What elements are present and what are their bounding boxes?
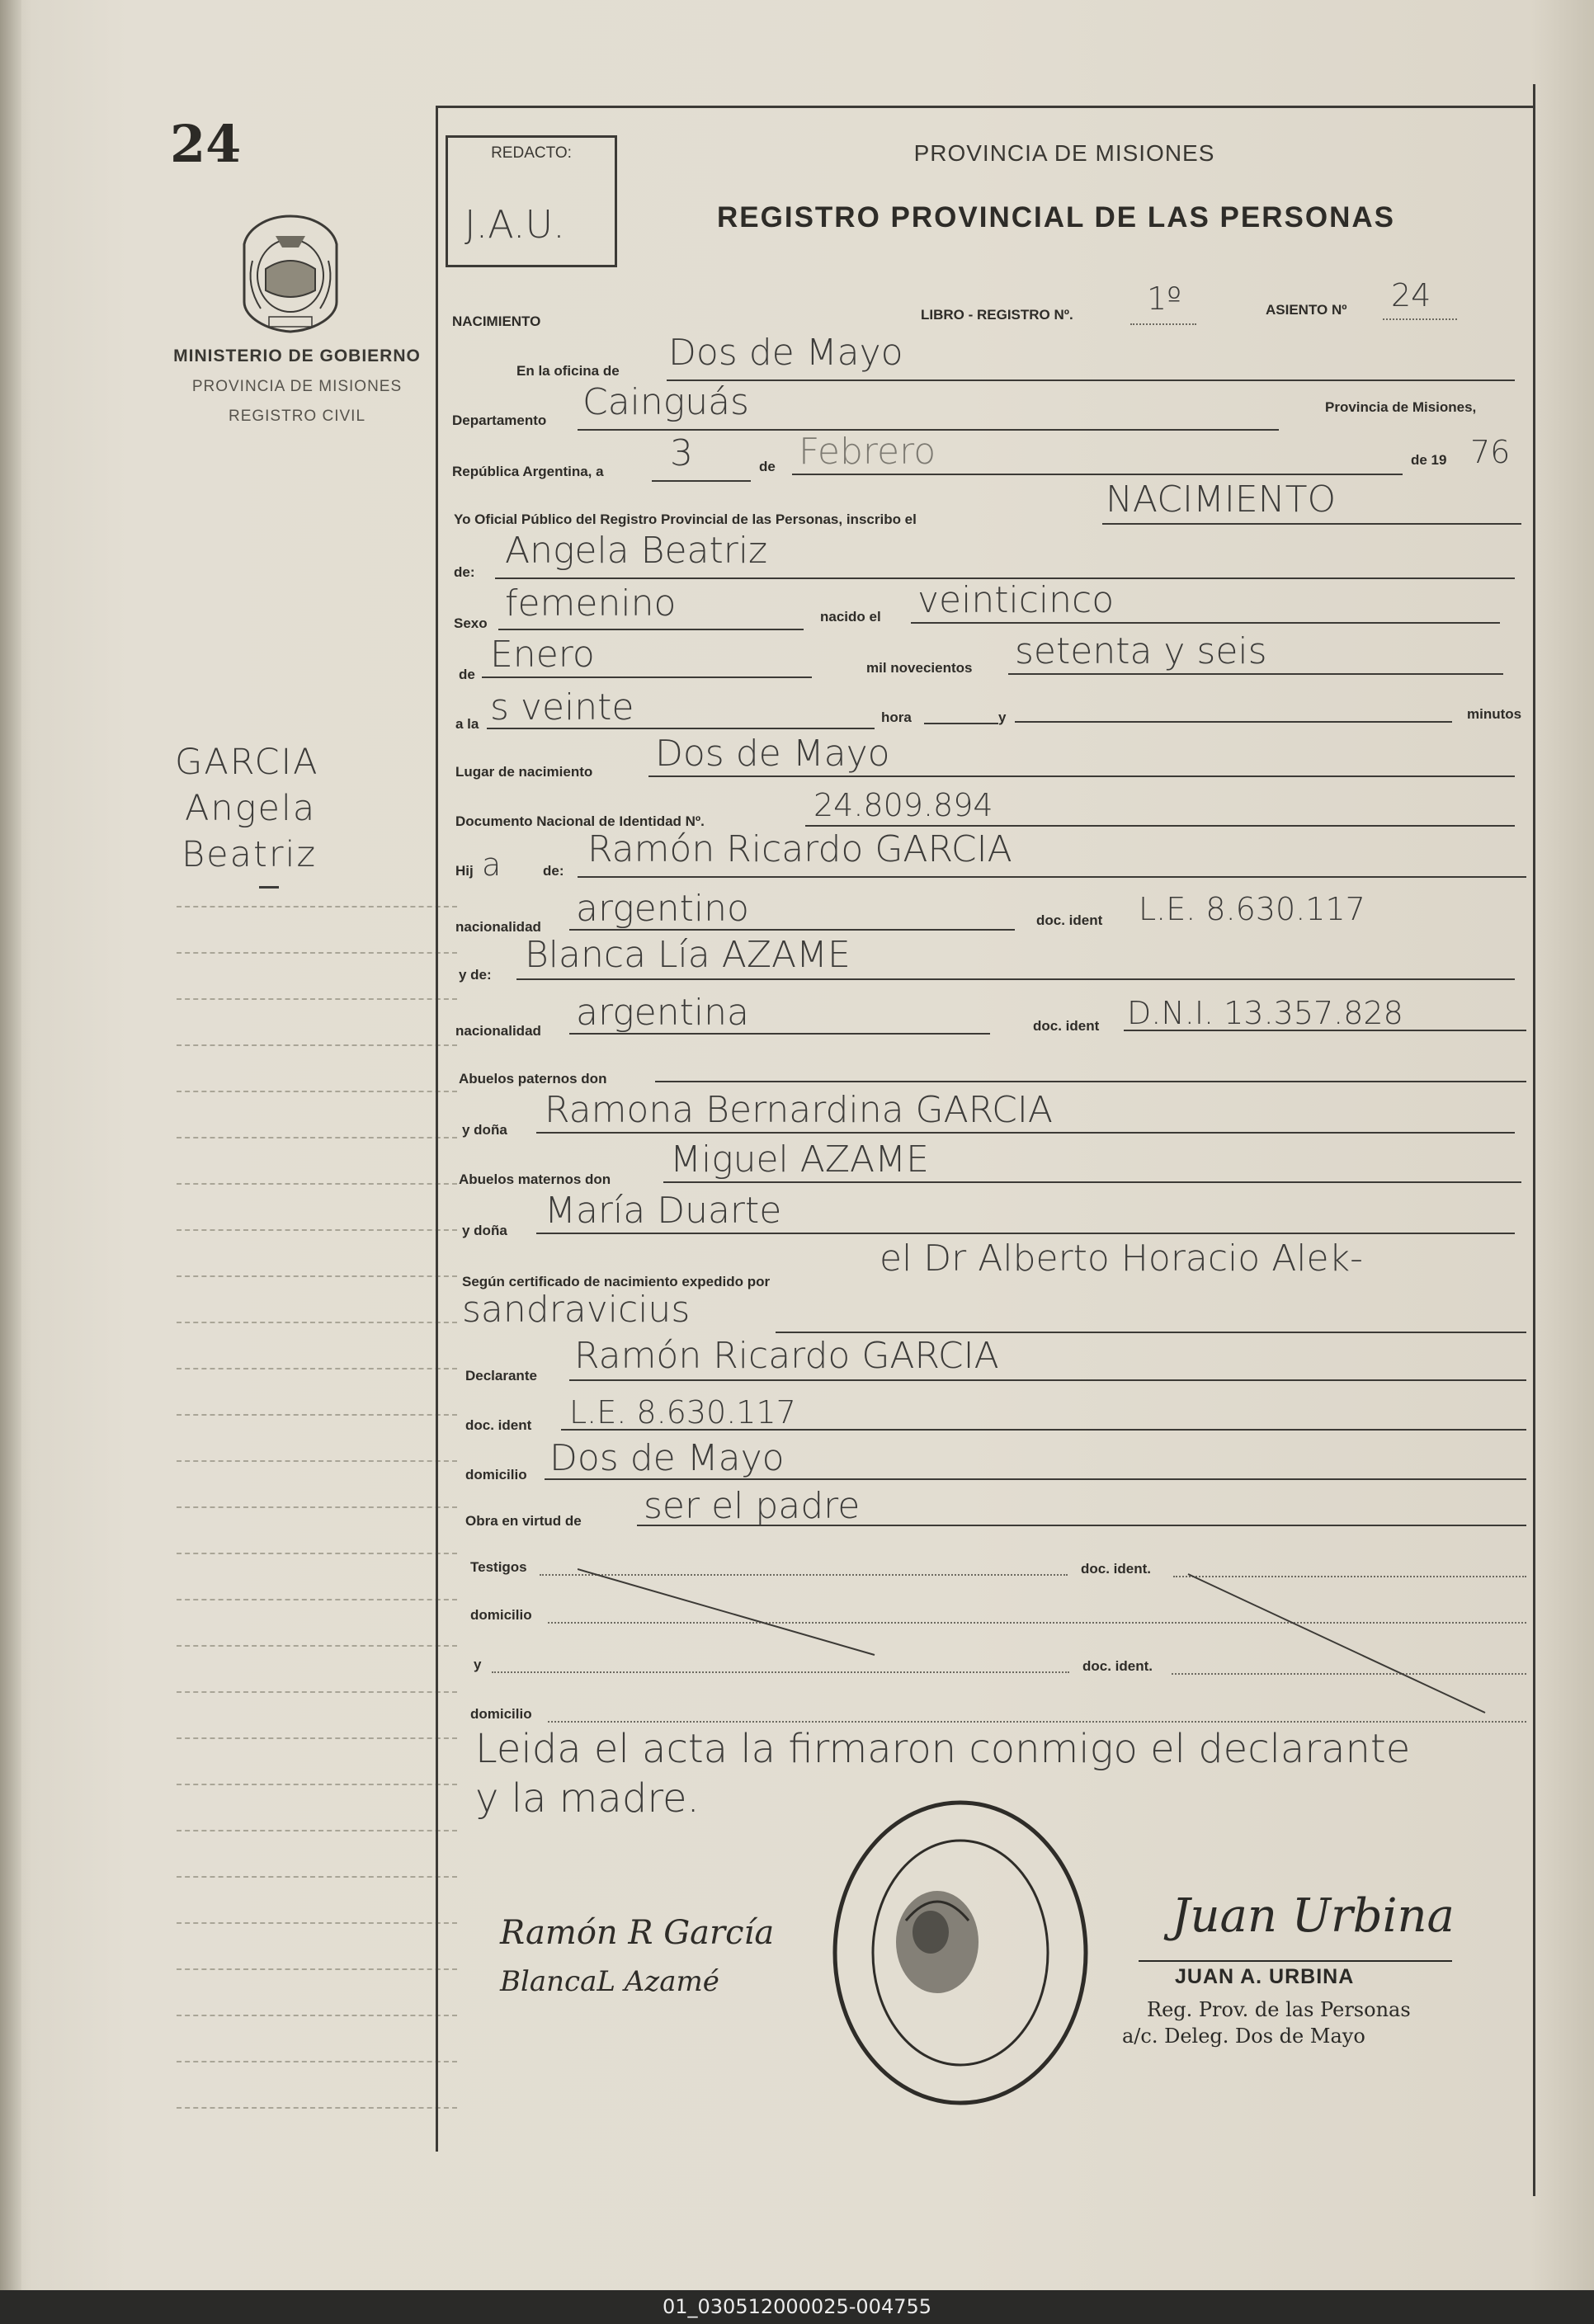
departamento-value: Cainguás (582, 381, 749, 423)
a-las-value: s veinte (490, 686, 634, 728)
ministry-province: PROVINCIA DE MISIONES (191, 378, 403, 395)
margin-line (177, 1737, 457, 1739)
margin-line (177, 1922, 457, 1924)
margin-line (177, 1876, 457, 1878)
ministry-registry: REGISTRO CIVIL (228, 408, 366, 425)
madre-value: Blanca Lía AZAME (525, 934, 851, 976)
margin-dash (259, 886, 279, 889)
testigos-doc-2-label: doc. ident. (1082, 1658, 1153, 1674)
abuelos-paternos-dona-label: y doña (462, 1122, 507, 1138)
nacionalidad-1-label: nacionalidad (455, 919, 541, 935)
margin-line (177, 1044, 457, 1046)
coat-of-arms-icon (233, 211, 348, 335)
form-frame-right (1533, 84, 1535, 2196)
asiento-label: ASIENTO Nº (1266, 302, 1347, 318)
margin-line (177, 1599, 457, 1600)
nombre-label: de: (454, 564, 475, 580)
margin-line (177, 1645, 457, 1647)
abuelos-maternos-dona-line (536, 1233, 1515, 1234)
dni-value: 24.809.894 (814, 787, 993, 823)
registry-title: REGISTRO PROVINCIAL DE LAS PERSONAS (717, 201, 1395, 233)
departamento-label: Departamento (452, 412, 547, 428)
doc-1-label: doc. ident (1036, 912, 1103, 928)
hij-label: Hij (455, 863, 474, 879)
margin-line (177, 1137, 457, 1138)
mes-nac-value: Enero (490, 634, 595, 676)
closing-line-2: y la madre. (475, 1775, 700, 1822)
margin-line (177, 1691, 457, 1693)
nacionalidad-2-line (569, 1033, 990, 1035)
nacionalidad-2-label: nacionalidad (455, 1023, 541, 1039)
margin-line (177, 1968, 457, 1970)
lugar-line (648, 775, 1515, 777)
sexo-label: Sexo (454, 615, 488, 631)
abuelos-paternos-dona-value: Ramona Bernardina GARCIA (545, 1089, 1053, 1131)
mes-nac-line (482, 676, 812, 678)
obra-line (637, 1525, 1526, 1526)
abuelos-maternos-dona-value: María Duarte (545, 1190, 782, 1232)
scan-caption: 01_030512000025-004755 (0, 2290, 1594, 2324)
domicilio-value: Dos de Mayo (549, 1437, 785, 1479)
hora-line-2 (924, 723, 998, 724)
cancel-strokes (578, 1564, 1502, 1721)
asiento-line (1383, 318, 1457, 320)
mes-nac-label: de (459, 667, 475, 682)
nacionalidad-2-value: argentina (576, 992, 749, 1034)
abuelos-paternos-dona-line (536, 1132, 1515, 1134)
margin-line (177, 952, 457, 954)
domicilio-label: domicilio (465, 1467, 527, 1483)
closing-line-1: Leida el acta la firmaron conmigo el declarante (475, 1726, 1411, 1772)
nacido-value: veinticinco (917, 579, 1115, 621)
lugar-label: Lugar de nacimiento (455, 764, 593, 780)
abuelos-maternos-don-value: Miguel AZAME (670, 1138, 929, 1181)
official-signature: Juan Urbina (1172, 1889, 1455, 1943)
abuelos-maternos-line (663, 1181, 1521, 1183)
margin-second-name: Beatriz (182, 834, 318, 875)
declarante-line (569, 1379, 1526, 1381)
libro-label: LIBRO - REGISTRO Nº. (921, 307, 1073, 323)
mes-line (792, 474, 1403, 475)
margin-line (177, 1275, 457, 1277)
doc-2-label: doc. ident (1033, 1018, 1100, 1034)
obra-value: ser el padre (644, 1485, 861, 1527)
provincia-label: Provincia de Misiones, (1325, 399, 1477, 415)
mil-value: setenta y seis (1015, 630, 1267, 672)
doc-3-line (561, 1429, 1526, 1431)
certificado-label: Según certificado de nacimiento expedido por (462, 1274, 771, 1289)
nacido-label: nacido el (820, 609, 881, 625)
a-las-label: a la (455, 716, 479, 732)
page-binding-edge (0, 0, 21, 2290)
signatures-block (500, 1914, 774, 1998)
official-signature-line (1139, 1960, 1452, 1962)
oficina-line (667, 379, 1515, 381)
margin-note (175, 739, 319, 878)
doc-1-value: L.E. 8.630.117 (1139, 891, 1365, 927)
libro-value: 1º (1147, 280, 1182, 317)
abuelos-paternos-line (655, 1081, 1526, 1082)
ministry-name: MINISTERIO DE GOBIERNO (173, 346, 421, 365)
doc-3-label: doc. ident (465, 1417, 532, 1433)
form-frame-top (436, 106, 1533, 108)
dni-label: Documento Nacional de Identidad Nº. (455, 813, 705, 829)
hora-line-1 (487, 728, 875, 729)
inscribo-line (1102, 523, 1521, 525)
certificado-value: el Dr Alberto Horacio Alek- (880, 1237, 1363, 1280)
doc-3-value: L.E. 8.630.117 (569, 1394, 796, 1431)
margin-first-name: Angela (185, 788, 317, 829)
redacto-value: J.A.U. (465, 202, 565, 247)
hij-de-label: de: (543, 863, 564, 879)
sexo-value: femenino (505, 582, 677, 625)
anio-value: 76 (1470, 434, 1511, 470)
y-label: y (998, 709, 1007, 725)
ministry-heading (165, 346, 429, 426)
nacido-line (911, 622, 1500, 624)
libro-line (1130, 323, 1196, 325)
abuelos-paternos-label: Abuelos paternos don (459, 1071, 607, 1087)
dia-value: 3 (670, 432, 693, 474)
certificado-value-2: sandravicius (462, 1289, 691, 1331)
margin-line (177, 2107, 457, 2109)
record-type-label: NACIMIENTO (452, 313, 541, 329)
mes-de-label: de (759, 459, 776, 474)
nombre-value: Angela Beatriz (505, 530, 768, 572)
province-title: PROVINCIA DE MISIONES (913, 140, 1215, 166)
margin-line (177, 1414, 457, 1416)
hora-label: hora (881, 709, 912, 725)
margin-line (177, 1322, 457, 1323)
testigos-label: Testigos (470, 1559, 527, 1575)
madre-signature: BlancaL Azamé (500, 1965, 719, 1998)
abuelos-maternos-dona-label: y doña (462, 1223, 507, 1238)
official-role-1: Reg. Prov. de las Personas (1147, 1998, 1411, 2021)
margin-line (177, 2015, 457, 2016)
asiento-value: 24 (1391, 277, 1431, 313)
oficina-label: En la oficina de (516, 363, 620, 379)
official-name: JUAN A. URBINA (1175, 1965, 1355, 1988)
abuelos-maternos-label: Abuelos maternos don (459, 1171, 611, 1187)
oficina-value: Dos de Mayo (668, 332, 903, 374)
sexo-line (498, 629, 804, 630)
dni-line (805, 825, 1515, 827)
margin-line (177, 2061, 457, 2062)
margin-line (177, 1506, 457, 1508)
mes-value: Febrero (799, 431, 936, 473)
inscribo-value: NACIMIENTO (1106, 478, 1337, 521)
margin-surname: GARCIA (175, 742, 319, 783)
anio-label: de 19 (1411, 452, 1447, 468)
margin-line (177, 1229, 457, 1231)
margin-line (177, 1830, 457, 1831)
testigos-domicilio-1-label: domicilio (470, 1607, 532, 1623)
mil-line (1008, 673, 1503, 675)
domicilio-line (545, 1478, 1526, 1480)
republica-label: República Argentina, a (452, 464, 604, 479)
lugar-value: Dos de Mayo (655, 733, 890, 775)
declarante-value: Ramón Ricardo GARCIA (574, 1335, 999, 1377)
form-frame-left (436, 106, 438, 2152)
declarante-signature: Ramón R García (500, 1914, 775, 1952)
declarante-label: Declarante (465, 1368, 537, 1384)
doc-2-value: D.N.I. 13.357.828 (1127, 995, 1403, 1031)
testigos-doc-1-label: doc. ident. (1081, 1561, 1151, 1577)
padre-value: Ramón Ricardo GARCIA (587, 828, 1012, 870)
madre-line (516, 978, 1515, 980)
certificado-line (776, 1332, 1526, 1333)
padre-line (578, 876, 1526, 878)
oficial-label: Yo Oficial Público del Registro Provincial de las Personas, inscribo el (454, 511, 917, 527)
testigos-y-label: y (474, 1657, 482, 1672)
official-role-2: a/c. Deleg. Dos de Mayo (1122, 2025, 1365, 2048)
madre-label: y de: (459, 967, 492, 983)
minutos-line (1015, 721, 1452, 723)
margin-line (177, 1091, 457, 1092)
redacto-label: REDACTO: (491, 144, 572, 162)
redacto-box (446, 135, 617, 267)
registry-seal-stamp (830, 1797, 1091, 2109)
obra-label: Obra en virtud de (465, 1513, 582, 1529)
hij-suffix: a (482, 846, 502, 883)
mil-label: mil novecientos (866, 660, 973, 676)
margin-line (177, 998, 457, 1000)
nacionalidad-1-line (569, 929, 1015, 931)
margin-line (177, 1553, 457, 1554)
nacionalidad-1-value: argentino (576, 888, 749, 930)
doc-2-line (1124, 1030, 1526, 1031)
margin-line (177, 906, 457, 907)
dia-line (652, 480, 751, 482)
page-number: 24 (170, 114, 242, 174)
minutos-label: minutos (1467, 706, 1522, 722)
testigos-domicilio-2-line (548, 1721, 1526, 1723)
margin-line (177, 1183, 457, 1185)
margin-line (177, 1460, 457, 1462)
testigos-domicilio-2-label: domicilio (470, 1706, 532, 1722)
margin-line (177, 1368, 457, 1369)
margin-line (177, 1784, 457, 1785)
